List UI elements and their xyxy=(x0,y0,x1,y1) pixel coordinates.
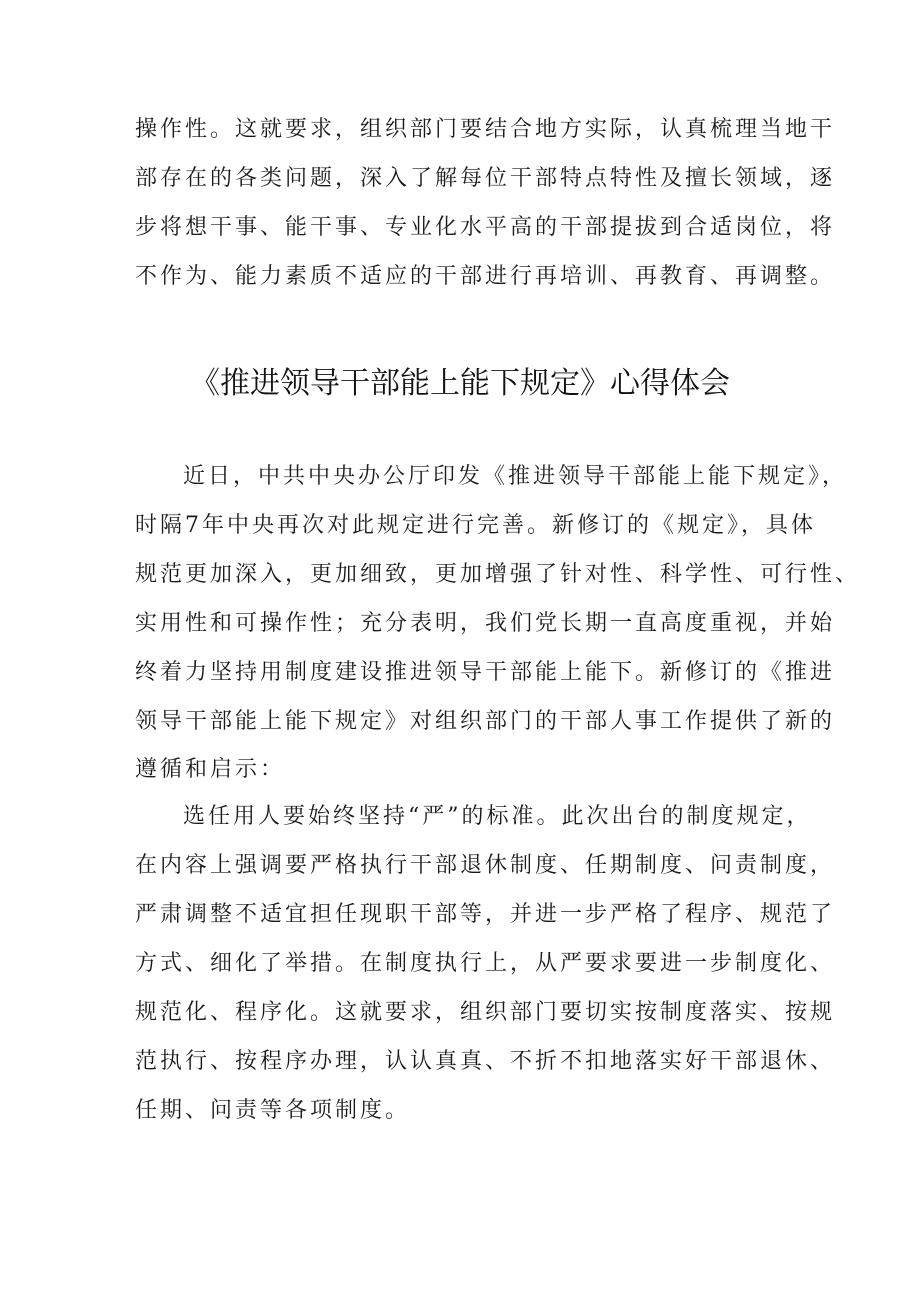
paragraph2-line: 严肃调整不适宜担任现职干部等，并进一步严格了程序、规范了 xyxy=(135,902,836,927)
paragraph1-line: 近日，中共中央办公厅印发《推进领导干部能上能下规定》， xyxy=(183,464,848,489)
paragraph1-line: 时隔7年中央再次对此规定进行完善。新修订的《规定》，具体 xyxy=(135,513,816,538)
paragraph2-line: 任期、问责等各项制度。 xyxy=(135,1098,411,1123)
paragraph2-line: 规范化、程序化。这就要求，组织部门要切实按制度落实、按规 xyxy=(135,1000,836,1025)
document-title: 《推进领导干部能上能下规定》心得体会 xyxy=(190,366,730,401)
intro-line: 步将想干事、能干事、专业化水平高的干部提拔到合适岗位，将 xyxy=(135,215,836,240)
intro-line: 操作性。这就要求，组织部门要结合地方实际，认真梳理当地干 xyxy=(135,117,836,142)
paragraph1-line: 领导干部能上能下规定》对组织部门的干部人事工作提供了新的 xyxy=(135,709,836,734)
paragraph1-line: 遵循和启示： xyxy=(135,757,286,782)
intro-line: 部存在的各类问题，深入了解每位干部特点特性及擅长领域，逐 xyxy=(135,166,836,191)
paragraph2-line: 在内容上强调要严格执行干部退休制度、任期制度、问责制度， xyxy=(135,853,836,878)
paragraph2-line: 方式、细化了举措。在制度执行上，从严要求要进一步制度化、 xyxy=(135,951,836,976)
paragraph2-line: 选任用人要始终坚持“严”的标准。此次出台的制度规定， xyxy=(183,804,812,829)
paragraph2-line: 范执行、按程序办理，认认真真、不折不扣地落实好干部退休、 xyxy=(135,1049,836,1074)
paragraph1-line: 终着力坚持用制度建设推进领导干部能上能下。新修订的《推进 xyxy=(135,660,836,685)
intro-line: 不作为、能力素质不适应的干部进行再培训、再教育、再调整。 xyxy=(135,264,836,289)
paragraph1-line: 实用性和可操作性；充分表明，我们党长期一直高度重视，并始 xyxy=(135,611,836,636)
paragraph1-line: 规范更加深入，更加细致，更加增强了针对性、科学性、可行性、 xyxy=(135,562,861,587)
